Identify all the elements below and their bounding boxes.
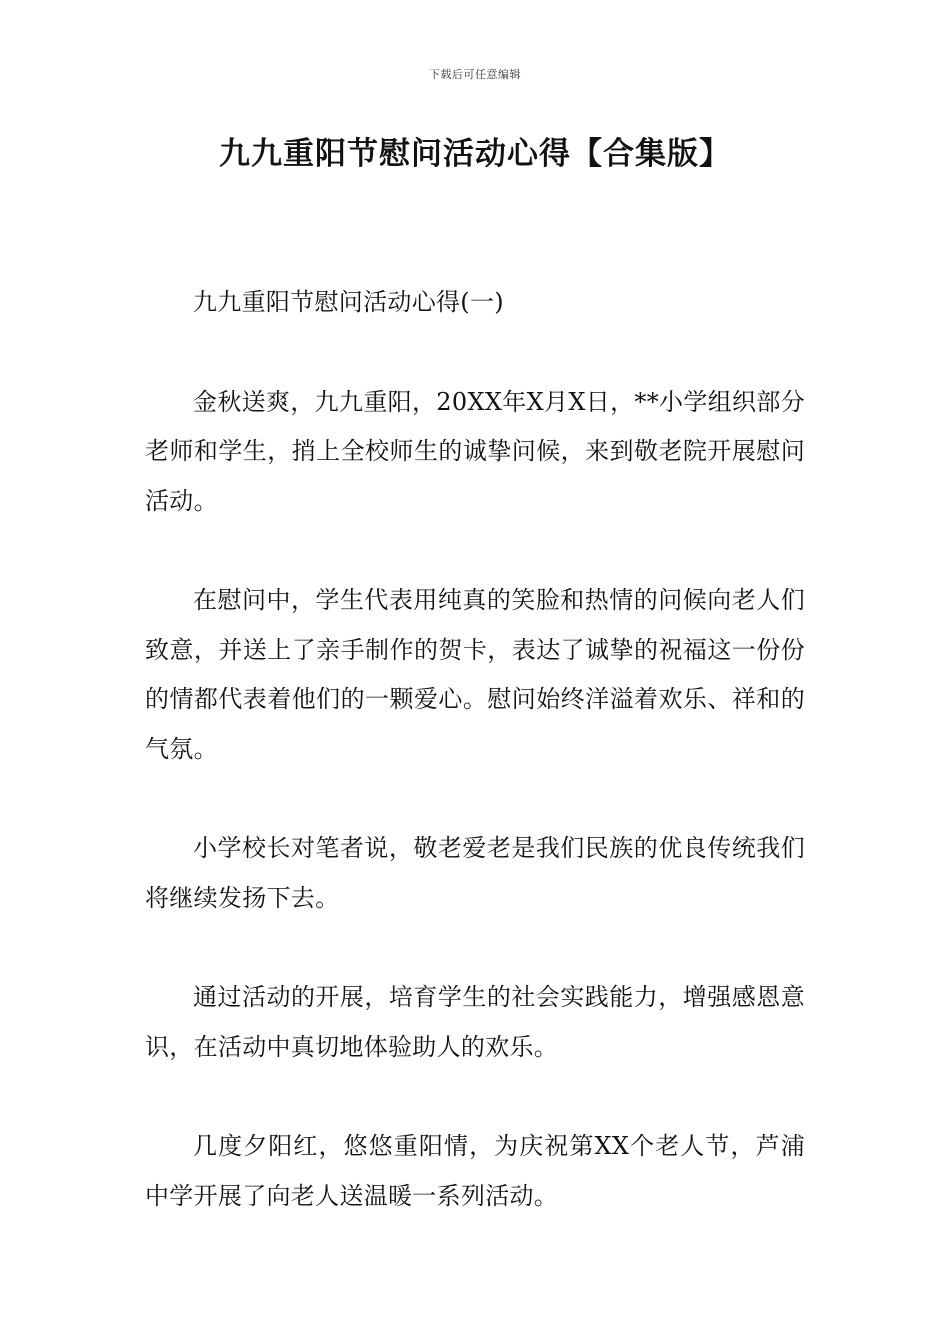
paragraph: 通过活动的开展，培育学生的社会实践能力，增强感恩意识，在活动中真切地体验助人的欢乐。 <box>145 983 805 1061</box>
section-heading: 九九重阳节慰问活动心得(一) <box>193 288 504 316</box>
document-body <box>145 278 805 1221</box>
paragraph: 小学校长对笔者说，敬老爱老是我们民族的优良传统我们将继续发扬下去。 <box>145 834 805 912</box>
header-note: 下载后可任意编辑 <box>429 68 521 81</box>
paragraph: 在慰问中，学生代表用纯真的笑脸和热情的问候向老人们致意，并送上了亲手制作的贺卡，表达了诚挚的祝福这一份份的情都代表着他们的一颗爱心。慰问始终洋溢着欢乐、祥和的气氛。 <box>145 586 805 763</box>
paragraph: 金秋送爽，九九重阳，20XX年X月X日，**小学组织部分老师和学生，捎上全校师生的诚挚问候，来到敬老院开展慰问活动。 <box>145 387 805 515</box>
document-title: 九九重阳节慰问活动心得【合集版】 <box>219 136 731 172</box>
paragraph: 几度夕阳红，悠悠重阳情，为庆祝第XX个老人节，芦浦中学开展了向老人送温暖一系列活动。 <box>145 1132 805 1210</box>
